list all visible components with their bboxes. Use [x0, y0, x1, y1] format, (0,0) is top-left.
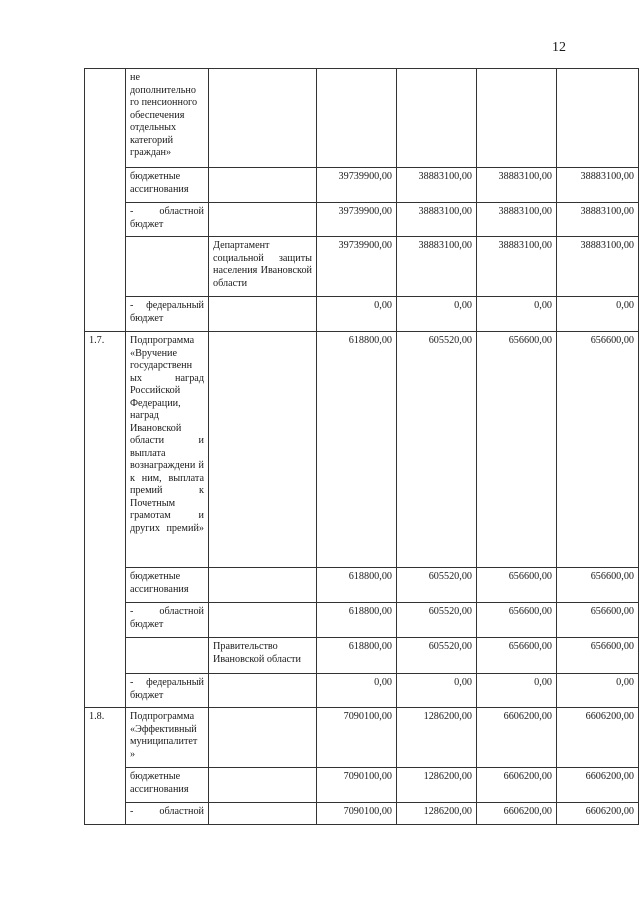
value-cell: 0,00: [397, 297, 477, 332]
value-cell: 0,00: [477, 674, 557, 708]
row-name-cell: бюджетные ассигнования: [126, 568, 209, 603]
value-cell: 618800,00: [317, 568, 397, 603]
row-name-cell: Подпрограмма «Вручение государственн ых наград Российской Федерации, наград Ивановской области и выплата вознаграждени й к ним, выплата премий к Почетным грамотам и других премий»: [126, 332, 209, 568]
value-cell: 656600,00: [477, 603, 557, 638]
value-cell: 7090100,00: [317, 768, 397, 803]
value-cell: 656600,00: [477, 568, 557, 603]
row-name-cell: бюджетные ассигнования: [126, 768, 209, 803]
row-org-cell: Правительство Ивановской области: [209, 638, 317, 674]
row-org-cell: [209, 603, 317, 638]
row-name-cell: не дополнительно го пенсионного обеспечения отдельных категорий граждан»: [126, 69, 209, 168]
row-org-cell: [209, 69, 317, 168]
table-row: [85, 237, 639, 297]
row-name-cell: - областной бюджет: [126, 603, 209, 638]
table-row: [85, 297, 639, 332]
value-cell: 39739900,00: [317, 203, 397, 237]
row-number-cell: 1.7.: [85, 332, 126, 708]
value-cell: 605520,00: [397, 568, 477, 603]
value-cell: 0,00: [557, 674, 639, 708]
value-cell: 6606200,00: [557, 768, 639, 803]
value-cell: 0,00: [477, 297, 557, 332]
value-cell: 6606200,00: [477, 803, 557, 825]
table-row: [85, 674, 639, 708]
value-cell: 0,00: [397, 674, 477, 708]
table-row: [85, 638, 639, 674]
row-org-cell: [209, 203, 317, 237]
page-number: 12: [552, 40, 566, 55]
table-row: [85, 332, 639, 568]
row-org-cell: [209, 674, 317, 708]
row-org-cell: [209, 568, 317, 603]
budget-table: [84, 68, 639, 825]
row-name-cell: - областной бюджет: [126, 203, 209, 237]
value-cell: 656600,00: [477, 332, 557, 568]
value-cell: 618800,00: [317, 332, 397, 568]
value-cell: 0,00: [557, 297, 639, 332]
value-cell: 618800,00: [317, 603, 397, 638]
row-org-cell: [209, 708, 317, 768]
row-name-cell: - федеральный бюджет: [126, 674, 209, 708]
value-cell: 605520,00: [397, 638, 477, 674]
value-cell: 38883100,00: [557, 203, 639, 237]
row-org-cell: [209, 297, 317, 332]
value-cell: 1286200,00: [397, 768, 477, 803]
value-cell: [477, 69, 557, 168]
value-cell: 0,00: [317, 297, 397, 332]
row-name-cell: [126, 638, 209, 674]
row-org-cell: [209, 768, 317, 803]
value-cell: 38883100,00: [477, 237, 557, 297]
value-cell: 6606200,00: [557, 708, 639, 768]
value-cell: 7090100,00: [317, 803, 397, 825]
value-cell: 605520,00: [397, 603, 477, 638]
table-row: [85, 69, 639, 168]
row-name-cell: Подпрограмма «Эффективный муниципалитет »: [126, 708, 209, 768]
value-cell: 38883100,00: [397, 168, 477, 203]
value-cell: 6606200,00: [557, 803, 639, 825]
value-cell: 656600,00: [557, 568, 639, 603]
value-cell: 6606200,00: [477, 708, 557, 768]
value-cell: 656600,00: [557, 638, 639, 674]
value-cell: 38883100,00: [397, 237, 477, 297]
row-name-cell: бюджетные ассигнования: [126, 168, 209, 203]
row-number-cell: 1.8.: [85, 708, 126, 825]
row-name-cell: - федеральный бюджет: [126, 297, 209, 332]
row-name-cell: [126, 237, 209, 297]
table-row: [85, 568, 639, 603]
value-cell: 656600,00: [557, 603, 639, 638]
value-cell: 605520,00: [397, 332, 477, 568]
value-cell: 38883100,00: [397, 203, 477, 237]
row-number-cell: [85, 69, 126, 332]
row-org-cell: [209, 168, 317, 203]
table-row: [85, 768, 639, 803]
value-cell: 656600,00: [557, 332, 639, 568]
row-name-cell: - областной: [126, 803, 209, 825]
value-cell: 38883100,00: [477, 168, 557, 203]
table-row: [85, 708, 639, 768]
value-cell: 1286200,00: [397, 708, 477, 768]
value-cell: [317, 69, 397, 168]
value-cell: 1286200,00: [397, 803, 477, 825]
row-org-cell: Департамент социальной защиты населения Ивановской области: [209, 237, 317, 297]
value-cell: [397, 69, 477, 168]
table-row: [85, 603, 639, 638]
row-org-cell: [209, 332, 317, 568]
value-cell: 656600,00: [477, 638, 557, 674]
value-cell: 38883100,00: [477, 203, 557, 237]
value-cell: 39739900,00: [317, 237, 397, 297]
value-cell: 618800,00: [317, 638, 397, 674]
value-cell: 6606200,00: [477, 768, 557, 803]
value-cell: 39739900,00: [317, 168, 397, 203]
value-cell: 38883100,00: [557, 168, 639, 203]
value-cell: 38883100,00: [557, 237, 639, 297]
table-row: [85, 803, 639, 825]
value-cell: 0,00: [317, 674, 397, 708]
value-cell: [557, 69, 639, 168]
table-row: [85, 203, 639, 237]
table-row: [85, 168, 639, 203]
row-org-cell: [209, 803, 317, 825]
value-cell: 7090100,00: [317, 708, 397, 768]
